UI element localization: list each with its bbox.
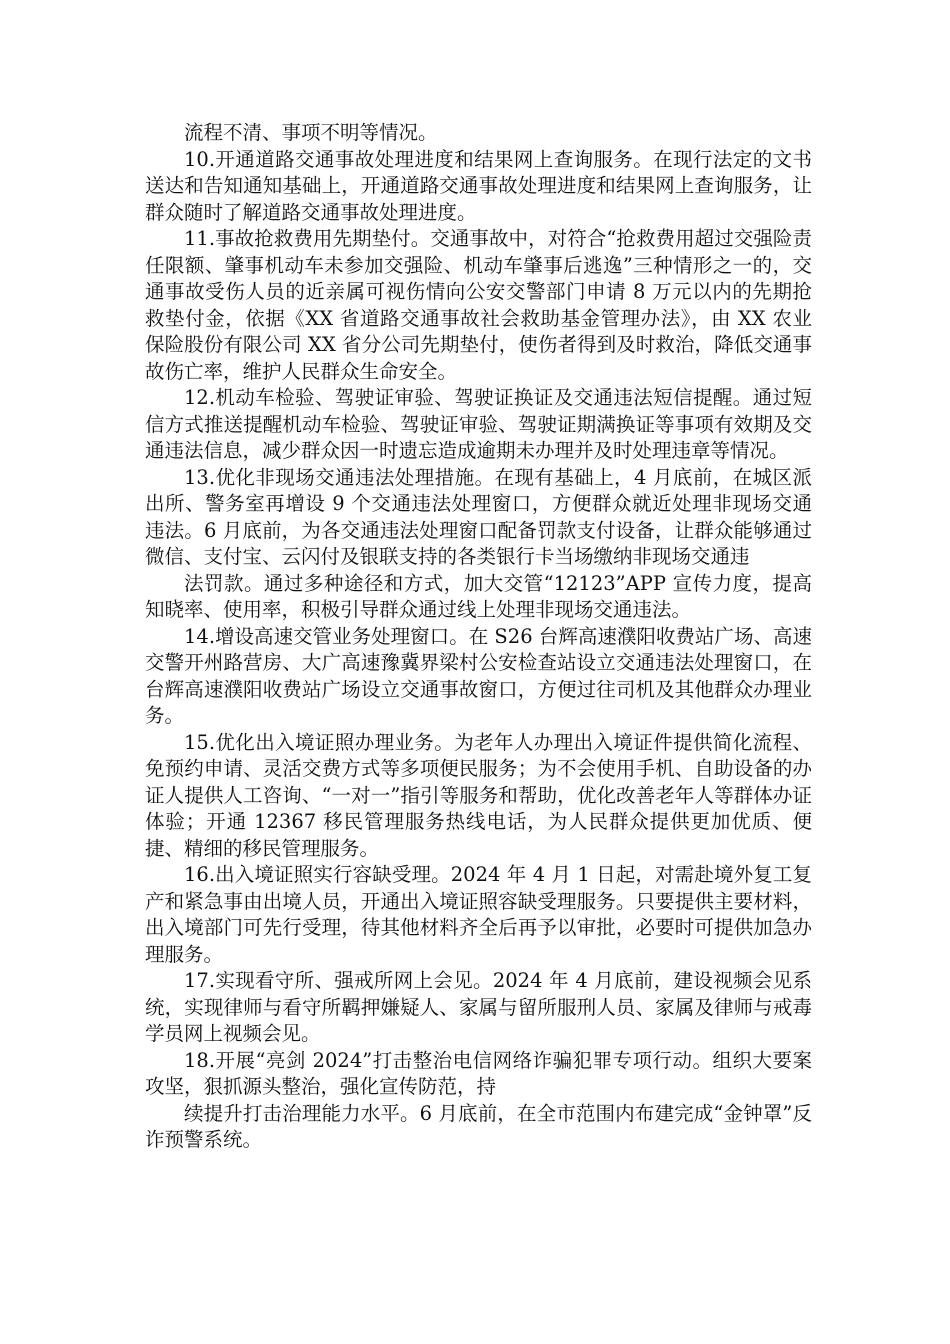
paragraph-item-13: 13.优化非现场交通违法处理措施。在现有基础上，4 月底前，在城区派出所、警务室再增设 9 个交通违法处理窗口，方便群众就近处理非现场交通违法。6 月底前，为各交通违法处理窗口配备罚款支付设备，让群众能够通过微信、支付宝、云闪付及银联支持的各类银行卡当场缴纳非现场交通违 (145, 465, 812, 568)
paragraph-item-13-continued: 法罚款。通过多种途径和方式，加大交管“12123”APP 宣传力度，提高知晓率、使用率，积极引导群众通过线上处理非现场交通违法。 (145, 571, 812, 621)
document-page (145, 120, 812, 1154)
paragraph-item-18-continued: 续提升打击治理能力水平。6 月底前，在全市范围内布建完成“金钟罩”反诈预警系统。 (145, 1101, 812, 1151)
paragraph-item-17: 17.实现看守所、强戒所网上会见。2024 年 4 月底前，建设视频会见系统，实现律师与看守所羁押嫌疑人、家属与留所服刑人员、家属及律师与戒毒学员网上视频会见。 (145, 969, 812, 1045)
paragraph-item-10: 10.开通道路交通事故处理进度和结果网上查询服务。在现行法定的文书送达和告知通知基础上，开通道路交通事故处理进度和结果网上查询服务，让群众随时了解道路交通事故处理进度。 (145, 147, 812, 224)
paragraph-item-11: 11.事故抢救费用先期垫付。交通事故中，对符合“抢救费用超过交强险责任限额、肇事机动车未参加交强险、机动车肇事后逃逸”三种情形之一的，交通事故受伤人员的近亲属可视伤情向公安交警部门申请 8 万元以内的先期抢救垫付金，依据《XX 省道路交通事故社会救助基金管理办法》，由 XX 农业保险股份有限公司 XX 省分公司先期垫付，使伤者得到及时救治，降低交通事故伤亡率，维护人民群众生命安全。 (145, 227, 812, 383)
paragraph-item-12: 12.机动车检验、驾驶证审验、驾驶证换证及交通违法短信提醒。通过短信方式推送提醒机动车检验、驾驶证审验、驾驶证期满换证等事项有效期及交通违法信息，减少群众因一时遗忘造成逾期未办理并及时处理违章等情况。 (145, 386, 812, 462)
paragraph-item-14: 14.增设高速交管业务处理窗口。在 S26 台辉高速濮阳收费站广场、高速交警开州路营房、大广高速豫冀界梁村公安检查站设立交通违法处理窗口，在台辉高速濮阳收费站广场设立交通事故窗口，方便过往司机及其他群众办理业务。 (145, 624, 812, 727)
paragraph-item-15: 15.优化出入境证照办理业务。为老年人办理出入境证件提供简化流程、免预约申请、灵活交费方式等多项便民服务；为不会使用手机、自助设备的办证人提供人工咨询、“一对一”指引等服务和帮助，优化改善老年人等群体办证体验；开通 12367 移民管理服务热线电话，为人民群众提供更加优质、便捷、精细的移民管理服务。 (145, 730, 812, 860)
paragraph-continuation: 流程不清、事项不明等情况。 (184, 121, 438, 144)
paragraph-item-16: 16.出入境证照实行容缺受理。2024 年 4 月 1 日起，对需赴境外复工复产和紧急事由出境人员，开通出入境证照容缺受理服务。只要提供主要材料，出入境部门可先行受理，待其他材料齐全后再予以审批，必要时可提供加急办理服务。 (145, 863, 812, 966)
paragraph-item-18: 18.开展“亮剑 2024”打击整治电信网络诈骗犯罪专项行动。组织大要案攻坚，狠抓源头整治，强化宣传防范，持 (145, 1048, 812, 1098)
